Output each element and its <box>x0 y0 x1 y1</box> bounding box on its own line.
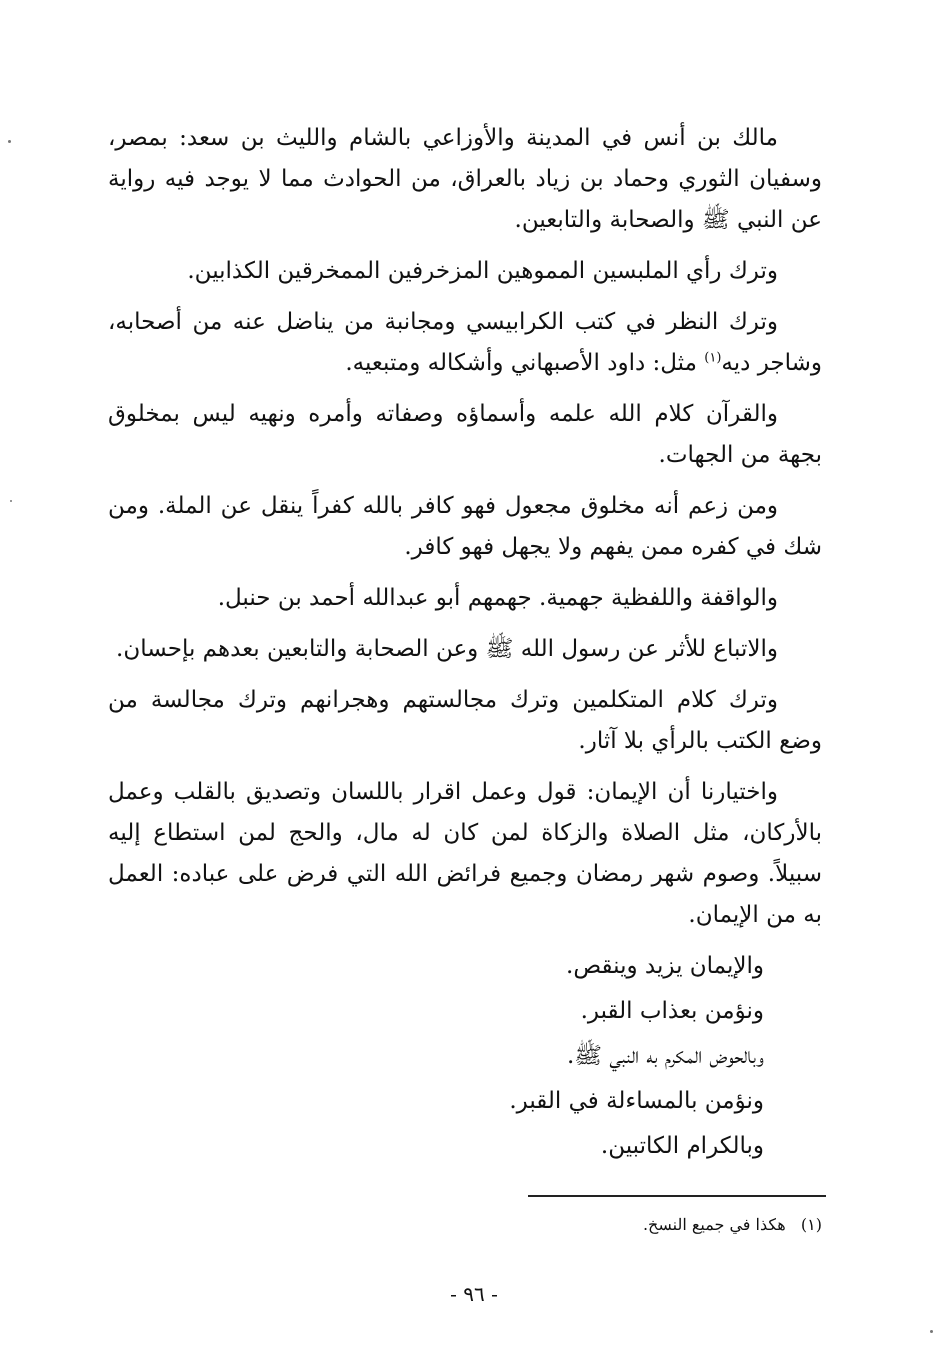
paragraph-14: وبالكرام الكاتبين. <box>600 1133 764 1159</box>
paragraph-6: والواقفة واللفظية جهمية. جهمهم أبو عبدالله أحمد بن حنبل. <box>217 585 778 611</box>
footnote-marker: (١) <box>800 1215 822 1234</box>
paragraph-4: والقرآن كلام الله علمه وأسماؤه وصفاته وأمره ونهيه ليس بمخلوق بجهة من الجهات. <box>108 401 822 468</box>
paragraph-12: وبالحوض المكرم به النبي ﷺ. <box>566 1043 764 1069</box>
paragraph-3-text-a: وترك النظر في كتب الكرابيسي ومجانبة من يناضل عنه من أصحابه، وشاجر ديه <box>108 309 822 376</box>
paragraph-3-text-b: مثل: داود الأصبهاني وأشكاله ومتبعيه. <box>345 350 705 376</box>
page-number: - ٩٦ - <box>450 1282 498 1306</box>
scan-speck <box>10 500 12 502</box>
footnote-text: هكذا في جميع النسخ. <box>642 1215 786 1234</box>
paragraph-1: مالك بن أنس في المدينة والأوزاعي بالشام والليث بن سعد: بمصر، وسفيان الثوري وحماد بن زياد بالعراق، من الحوادث مما لا يوجد فيه رواية عن النبي ﷺ والصحابة والتابعين. <box>108 125 822 233</box>
paragraph-11: ونؤمن بعذاب القبر. <box>580 998 764 1024</box>
footnote <box>322 1212 822 1238</box>
paragraph-8: وترك كلام المتكلمين وترك مجالستهم وهجرانهم وترك مجالسة من وضع الكتب بالرأي بلا آثار. <box>108 687 822 754</box>
paragraph-5: ومن زعم أنه مخلوق مجعول فهو كافر بالله كفراً ينقل عن الملة. ومن شك في كفره ممن يفهم ولا يجهل فهو كافر. <box>108 493 822 560</box>
page-body <box>108 118 822 1171</box>
footnote-divider <box>528 1195 826 1197</box>
paragraph-7: والاتباع للأثر عن رسول الله ﷺ وعن الصحابة والتابعين بعدهم بإحسان. <box>116 636 778 662</box>
paragraph-2: وترك رأي الملبسين المموهين المزخرفين الممخرقين الكذابين. <box>187 258 778 284</box>
paragraph-3 <box>108 302 822 384</box>
scan-speck <box>930 1330 933 1333</box>
paragraph-13: ونؤمن بالمساءلة في القبر. <box>509 1088 764 1114</box>
footnote-reference: (١) <box>704 350 722 366</box>
paragraph-9: واختيارنا أن الإيمان: قول وعمل اقرار باللسان وتصديق بالقلب وعمل بالأركان، مثل الصلاة والزكاة لمن كان له مال، والحج لمن استطاع إليه سبيلاً. وصوم شهر رمضان وجميع فرائض الله التي فرض على عباده: العمل به من الإيمان. <box>108 779 822 928</box>
paragraph-10: والإيمان يزيد وينقص. <box>566 953 764 979</box>
scan-speck <box>8 140 11 143</box>
